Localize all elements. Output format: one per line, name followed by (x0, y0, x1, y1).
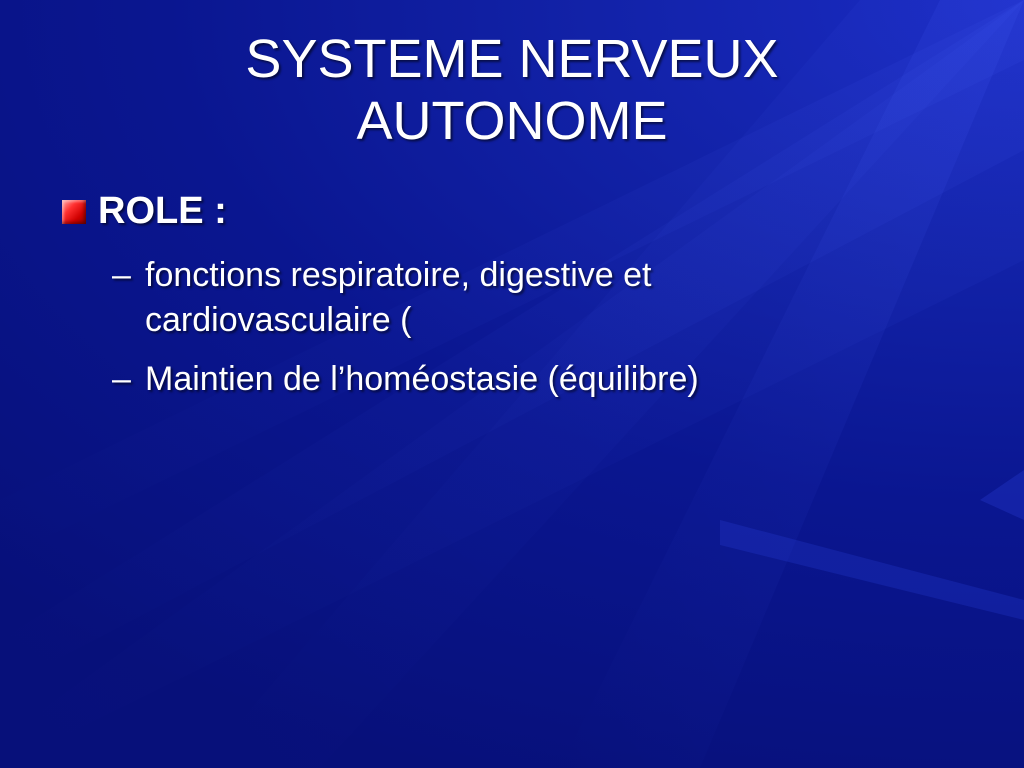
title-line-1: SYSTEME NERVEUX (245, 29, 779, 89)
sub-bullet-line-1: fonctions respiratoire, digestive et (145, 256, 652, 294)
title-line-2: AUTONOME (356, 91, 668, 151)
sub-bullet-line-2: cardiovasculaire ( (145, 301, 412, 339)
dash-marker: – (112, 256, 131, 294)
sub-bullet-text (145, 253, 651, 343)
bullet-role (62, 190, 227, 233)
bullet-role-label: ROLE : (98, 190, 227, 232)
red-square-bullet-icon (62, 200, 86, 224)
dash-marker: – (112, 360, 131, 398)
sub-bullet-homeostasis (112, 357, 862, 402)
sub-bullet-text: Maintien de l’homéostasie (équilibre) (145, 360, 699, 398)
sub-bullet-functions (112, 253, 812, 343)
slide-title (0, 28, 1024, 152)
